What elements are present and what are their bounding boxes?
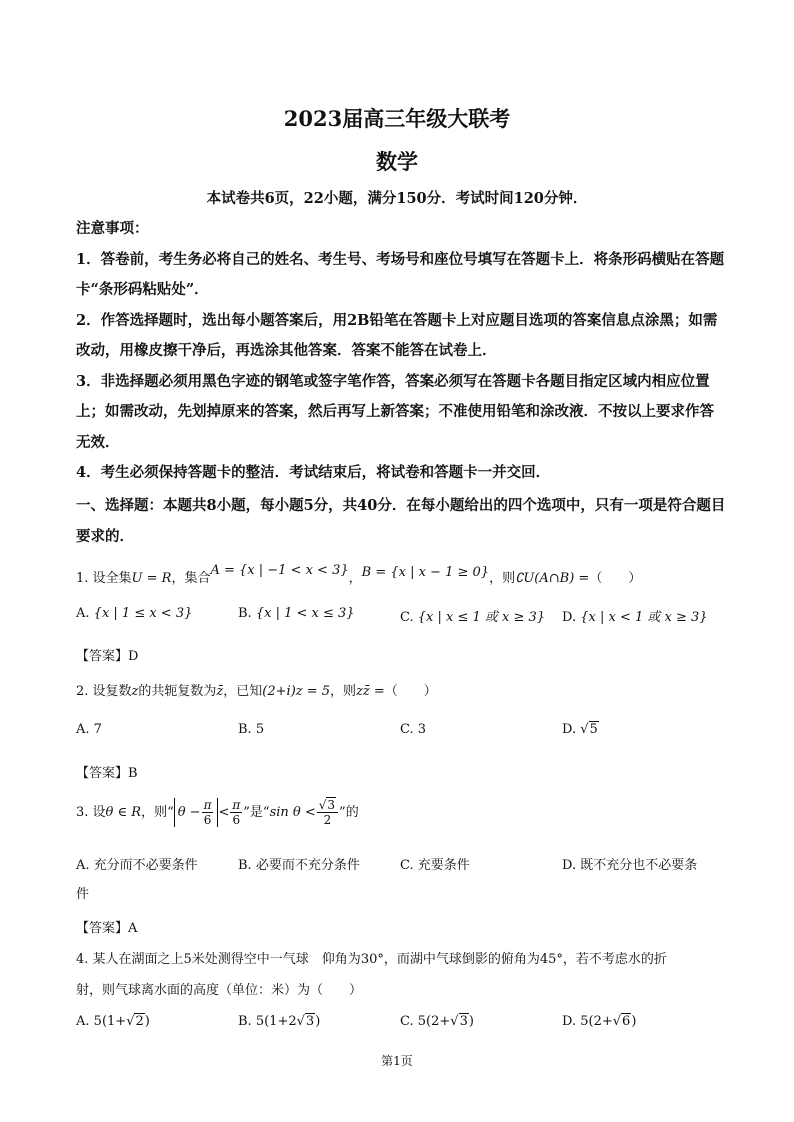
question-2-options <box>76 722 726 752</box>
answer-1: 【答案】D <box>76 649 139 664</box>
answer-3: 【答案】A <box>76 921 138 936</box>
option-b[interactable]: B. 5(1+2√3) <box>238 1014 321 1029</box>
page-number: 第1页 <box>381 1054 413 1068</box>
notes-block <box>76 214 726 489</box>
option-c[interactable]: C. 充要条件 <box>400 858 470 873</box>
option-b[interactable]: B. 5 <box>238 722 265 737</box>
note-item: 1．答卷前，考生务必将自己的姓名、考生号、考场号和座位号填写在答题卡上．将条形码横贴在答题卡“条形码粘贴处”． <box>76 250 725 298</box>
option-d[interactable]: D. {x | x < 1 或 x ≥ 3} <box>562 610 708 625</box>
subject-title: 数学 <box>376 149 418 174</box>
option-c[interactable]: C. 3 <box>400 722 427 737</box>
option-a[interactable]: A. 充分而不必要条件 <box>76 858 198 873</box>
question-1: 1. 设全集U = R，集合A = {x | −1 < x < 3}，B = {x | x − 1 ≥ 0}，则∁U(A∩B) =（ ） <box>76 563 642 586</box>
option-d[interactable]: D. √5 <box>562 722 598 737</box>
option-d[interactable]: D. 5(2+√6) <box>562 1014 637 1029</box>
exam-title: 2023届高三年级大联考 <box>283 106 511 131</box>
question-2: 2. 设复数z的共轭复数为z̄，已知(2+i)z = 5，则zz̄ =（ ） <box>76 684 437 699</box>
option-wrap-text: 件 <box>76 887 90 902</box>
exam-info: 本试卷共6页，22小题，满分150分．考试时间120分钟． <box>206 190 588 207</box>
question-4-options <box>76 1014 726 1044</box>
option-c[interactable]: C. {x | x ≤ 1 或 x ≥ 3} <box>400 610 546 625</box>
note-item: 3．非选择题必须用黑色字迹的钢笔或签字笔作答，答案必须写在答题卡各题目指定区域内相应位置上；如需改动，先划掉原来的答案，然后再写上新答案；不准使用铅笔和涂改液．不按以上要求作答无效． <box>76 372 714 451</box>
option-a[interactable]: A. 5(1+√2) <box>76 1014 150 1029</box>
option-d[interactable]: D. 既不充分也不必要条 <box>562 858 698 873</box>
note-item: 4．考生必须保持答题卡的整洁．考试结束后，将试卷和答题卡一并交回． <box>76 464 551 481</box>
question-4-line-1: 4. 某人在湖面之上5米处测得空中一气球 仰角为30°，而湖中气球倒影的俯角为45°，若不考虑水的折 <box>76 952 667 967</box>
option-a[interactable]: A. {x | 1 ≤ x < 3} <box>76 606 193 621</box>
option-b[interactable]: B. {x | 1 < x ≤ 3} <box>238 606 355 621</box>
question-3: 3. 设θ ∈ R，则“ θ − $\frac{\pi}{6}$ < $\frac{\pi}{6}$ ”是“sin θ < $\frac{√3}{2}$ ”的 <box>76 798 359 827</box>
note-item: 2．作答选择题时，选出每小题答案后，用2B铅笔在答题卡上对应题目选项的答案信息点涂黑；如需改动，用橡皮擦干净后，再选涂其他答案．答案不能答在试卷上． <box>76 311 718 359</box>
option-c[interactable]: C. 5(2+√3) <box>400 1014 474 1029</box>
question-3-options <box>76 854 726 884</box>
section-heading: 一、选择题：本题共8小题，每小题5分，共40分．在每小题给出的四个选项中，只有一项是符合题目要求的． <box>76 497 726 545</box>
question-4-line-2: 射，则气球离水面的高度（单位：米）为（ ） <box>76 983 363 998</box>
answer-2: 【答案】B <box>76 766 138 781</box>
option-a[interactable]: A. 7 <box>76 722 102 737</box>
question-1-options <box>76 606 726 636</box>
notes-heading: 注意事项： <box>76 220 149 237</box>
option-b[interactable]: B. 必要而不充分条件 <box>238 858 360 873</box>
